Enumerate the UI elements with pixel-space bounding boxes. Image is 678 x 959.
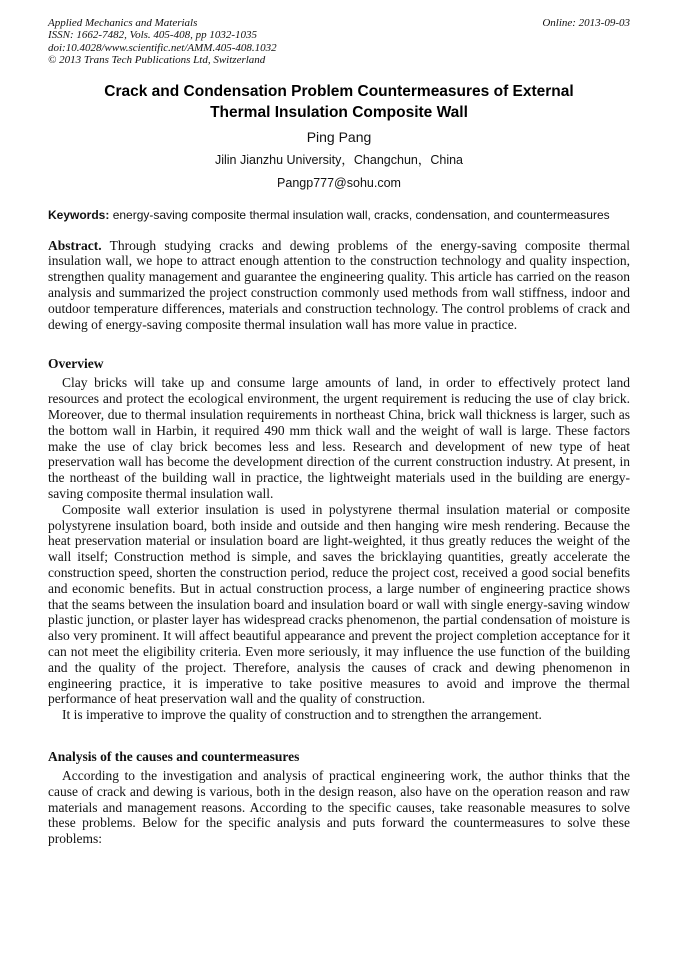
journal-header — [48, 17, 630, 66]
analysis-paragraph-1: According to the investigation and analysis of practical engineering work, the author thinks that the cause of crack and dewing is various, both in the design reason, also have on the operation reason and raw materials and management reasons. According to the specific causes, take reasonable measures to solve these problems. Below for the specific analysis and puts forward the countermeasures to solve these problems: — [48, 768, 630, 847]
journal-doi-line: doi:10.4028/www.scientific.net/AMM.405-408.1032 — [48, 41, 277, 54]
journal-header-left — [48, 17, 277, 66]
online-date: Online: 2013-09-03 — [542, 17, 630, 29]
keywords-label: Keywords: — [48, 208, 110, 223]
journal-copyright-line: © 2013 Trans Tech Publications Ltd, Switzerland — [48, 53, 266, 66]
author-name: Ping Pang — [306, 129, 372, 146]
keywords-text: energy-saving composite thermal insulation wall, cracks, condensation, and countermeasures — [112, 208, 610, 223]
overview-paragraph-3: It is imperative to improve the quality of construction and to strengthen the arrangement. — [62, 707, 542, 723]
abstract-block — [48, 238, 630, 333]
author-affiliation: Jilin Jianzhu University，Changchun，China — [214, 153, 464, 168]
journal-name: Applied Mechanics and Materials — [48, 17, 198, 29]
section-heading-overview: Overview — [48, 356, 104, 372]
overview-paragraph-1: Clay bricks will take up and consume large amounts of land, in order to effectively protect land resources and protect the ecological environment, the urgent requirement is reducing the use of clay brick. Moreover, due to thermal insulation requirements in northeast China, brick wall thickness is larger, such as the bottom wall in Harbin, it required 490 mm thick wall and the weight of wall is large. These factors make the use of clay brick becomes less and less. Research and development of new type of heat preservation wall has become the development direction of the current construction industry. At present, in the northeast of the building wall in practice, the lightweight materials used in the building are energy-saving composite thermal insulation wall. — [48, 375, 630, 502]
journal-issn-line: ISSN: 1662-7482, Vols. 405-408, pp 1032-1035 — [48, 29, 257, 42]
keywords-block — [48, 208, 630, 223]
paper-title: Crack and Condensation Problem Countermeasures of External Thermal Insulation Composite Wall — [104, 83, 574, 122]
overview-paragraph-2: Composite wall exterior insulation is used in polystyrene thermal insulation material or composite polystyrene insulation board, both inside and outside and then hanging wire mesh rendering. Because the heat preservation material or insulation board are light-weighted, it thus greatly reduces the weight of the wall itself; Construction method is simple, and saves the bricklaying quantities, greatly accelerate the construction speed, shorten the construction period, reduce the project cost, received a good social benefits and economic benefits. But in actual construction process, a large number of engineering practice shows that the seams between the insulation board and insulation board or wall with single energy-saving window plastic junction, or plaster layer has widespread cracks phenomenon, the partial condensation of moisture is also very prominent. It will affect beautiful appearance and prevent the project completion acceptance for it can not meet the eligibility criteria. Even more seriously, it may influence the use function of the building and the quality of the project. Therefore, analysis the causes of crack and dewing phenomenon in engineering practice, it is imperative to take positive measures to avoid and improve the thermal performance of heat preservation wall and the quality of construction. — [48, 501, 630, 707]
abstract-text: Through studying cracks and dewing problems of the energy-saving composite thermal insulation wall, we hope to attract enough attention to the construction technology and quality inspection, strengthen quality management and guarantee the engineering quality. This article has carried on the reason analysis and summarized the project construction commonly used methods from wall stiffness, indoor and outdoor temperature differences, materials and construction technology. The control problems of crack and dewing of energy-saving composite thermal insulation wall has more value in practice. — [48, 237, 630, 332]
section-heading-analysis: Analysis of the causes and countermeasures — [48, 749, 300, 764]
author-email: Pangp777@sohu.com — [277, 176, 401, 191]
abstract-label: Abstract. — [48, 237, 102, 253]
